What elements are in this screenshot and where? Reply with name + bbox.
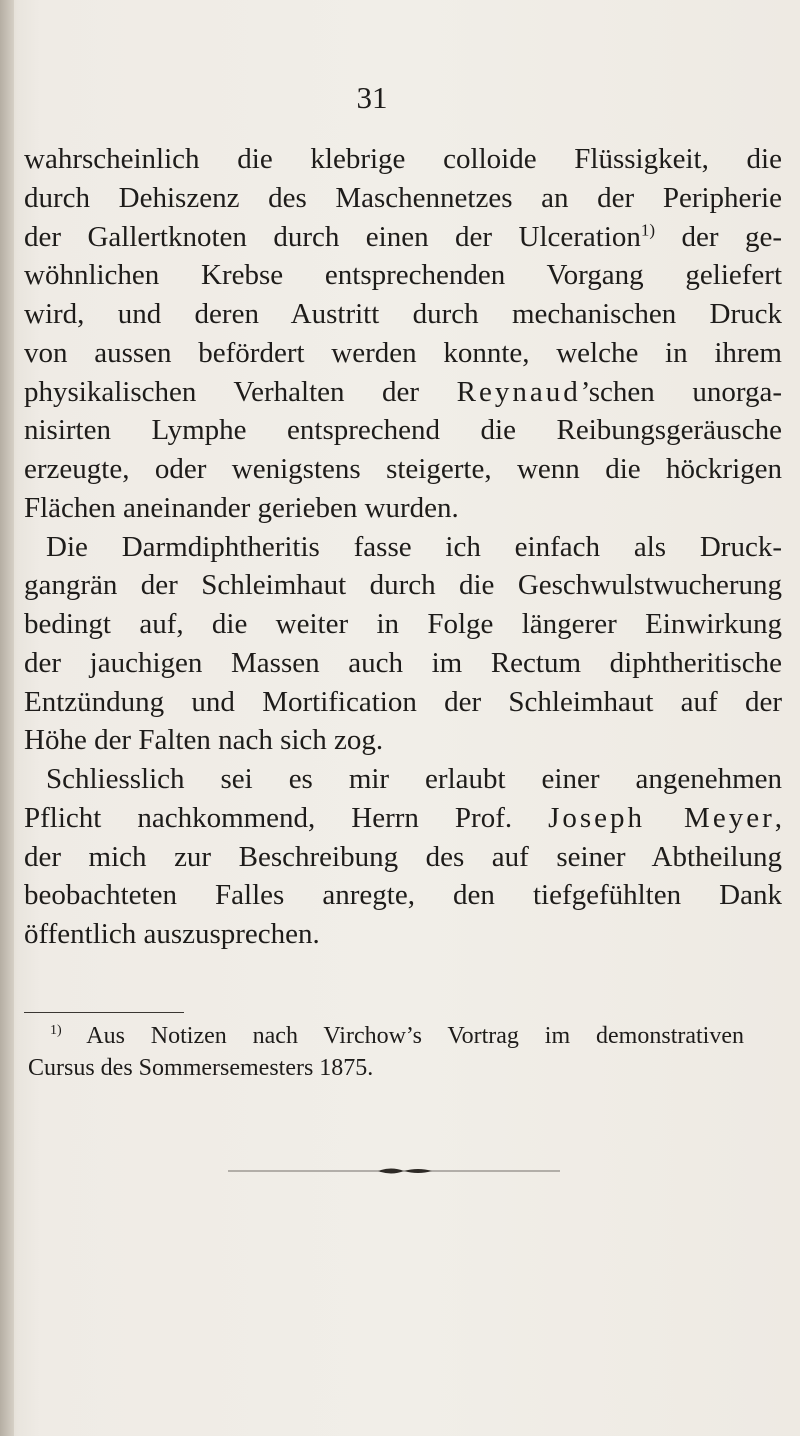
text-segment: von aussen befördert werden konnte, welche in ihrem — [24, 336, 782, 369]
text-segment: erzeugte, oder wenigstens steigerte, wenn die höckrigen — [24, 453, 782, 485]
footnote-text-1: Aus Notizen nach Virchow’s Vortrag im demonstrativen — [86, 1023, 744, 1049]
text-line — [24, 566, 782, 605]
footnote-marker: 1) — [50, 1023, 62, 1038]
footnote-rule — [24, 1012, 184, 1013]
text-segment: wöhnlichen Krebse entsprechenden Vorgang geliefert — [24, 259, 782, 292]
page-number: 31 — [356, 80, 388, 115]
text-segment: physikalischen Verhalten der — [24, 375, 457, 408]
footnote-reference: 1) — [640, 219, 656, 239]
text-segment: , — [774, 801, 782, 834]
body-text — [24, 140, 782, 954]
text-segment: Höhe der Falten nach sich zog. — [24, 724, 384, 757]
text-line — [24, 721, 782, 760]
text-line — [24, 915, 782, 954]
text-segment: der ge- — [655, 220, 783, 253]
text-segment: nisirten Lymphe entsprechend die Reibungsgeräusche — [24, 414, 782, 447]
text-segment: gangrän der Schleimhaut durch die Geschwulstwucherung — [24, 569, 782, 602]
text-line — [24, 489, 782, 528]
text-line — [24, 256, 782, 295]
name-spaced: Reynaud — [456, 375, 581, 408]
text-line — [24, 528, 782, 567]
text-line — [24, 295, 782, 334]
text-line — [24, 140, 782, 179]
text-line — [24, 218, 782, 257]
text-segment: bedingt auf, die weiter in Folge längerer Einwirkung — [24, 608, 782, 640]
text-line — [24, 683, 782, 722]
page-gutter-shadow — [0, 0, 14, 1436]
text-line — [24, 644, 782, 683]
text-line — [24, 450, 782, 489]
text-line — [24, 334, 782, 373]
text-line — [24, 838, 782, 877]
text-segment: ’schen unorga- — [580, 375, 782, 408]
text-line — [24, 605, 782, 644]
text-segment: beobachteten Falles anregte, den tiefgefühlten Dank — [24, 879, 782, 912]
text-segment: Pflicht nachkommend, Herrn Prof. — [24, 801, 549, 834]
text-segment: Schliesslich sei es mir erlaubt einer angenehmen — [46, 763, 782, 795]
text-segment: wird, und deren Austritt durch mechanischen Druck — [24, 298, 782, 330]
text-segment: Flächen aneinander gerieben wurden. — [24, 491, 459, 524]
text-segment: der jauchigen Massen auch im Rectum diphtheritische — [24, 646, 782, 679]
footnotes — [28, 1020, 744, 1084]
text-segment: der mich zur Beschreibung des auf seiner Abtheilung — [24, 840, 782, 873]
text-segment: Entzündung und Mortification der Schleimhaut auf der — [24, 685, 782, 718]
text-line — [24, 876, 782, 915]
text-segment: öffentlich auszusprechen. — [24, 918, 320, 950]
text-segment: Die Darmdiphtheritis fasse ich einfach als Druck- — [46, 530, 782, 563]
text-segment: durch Dehiszenz des Maschennetzes an der Peripherie — [24, 181, 782, 214]
text-line — [24, 799, 782, 838]
footnote-line: Cursus des Sommersemesters 1875. — [28, 1055, 374, 1081]
text-segment: der Gallertknoten durch einen der Ulceration — [24, 220, 641, 253]
text-line — [24, 760, 782, 799]
ornament-divider — [228, 1165, 560, 1177]
name-spaced: Joseph Meyer — [548, 801, 775, 834]
text-line — [24, 373, 782, 412]
text-line — [24, 179, 782, 218]
footnote-line — [28, 1020, 744, 1052]
text-line — [24, 411, 782, 450]
text-segment: wahrscheinlich die klebrige colloide Flüssigkeit, die — [24, 143, 782, 175]
